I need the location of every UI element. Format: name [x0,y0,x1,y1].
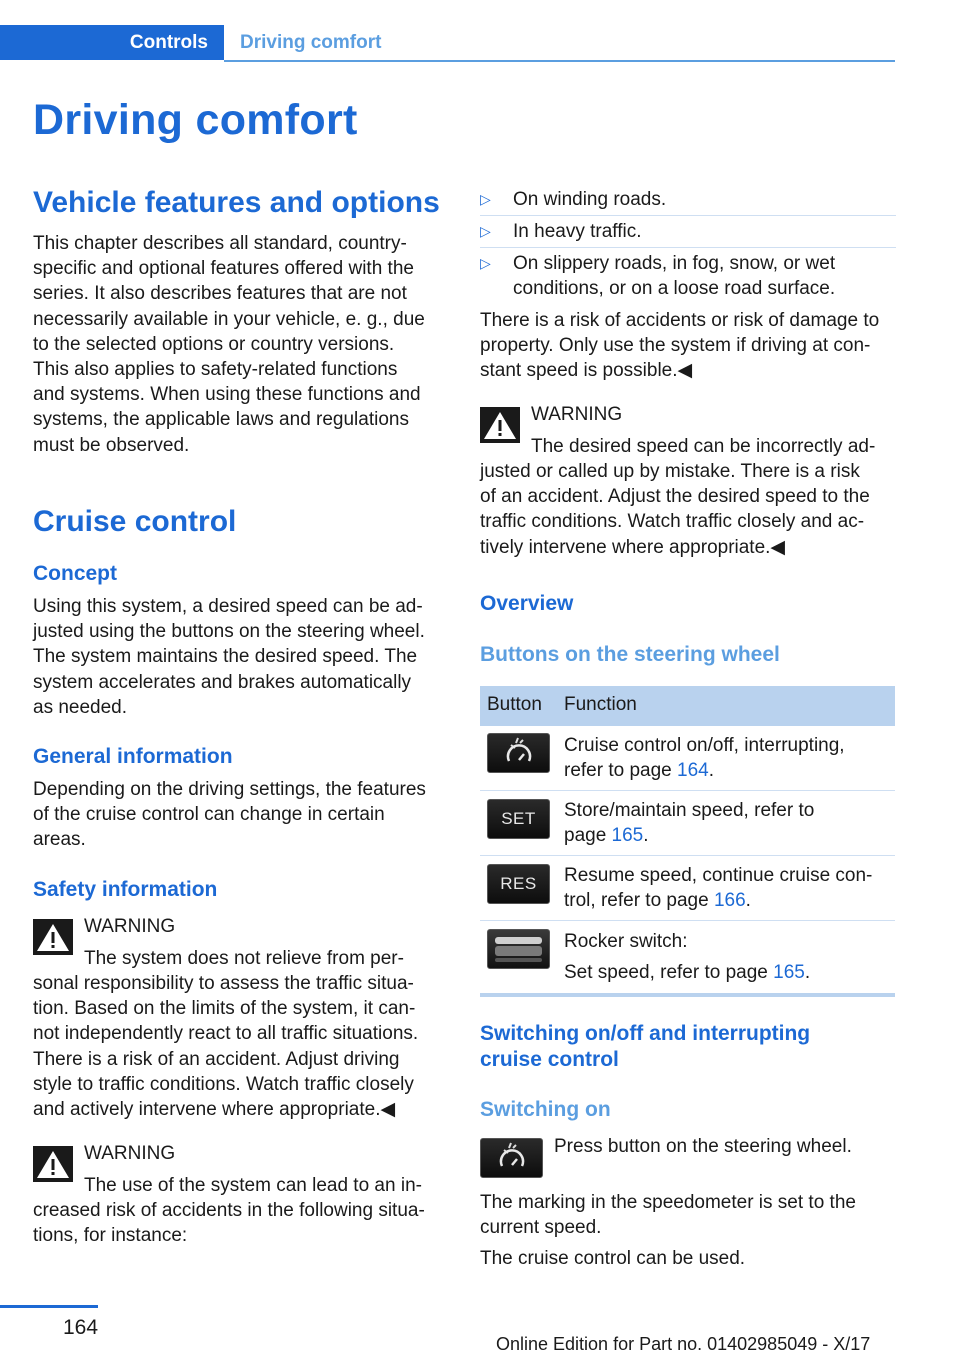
text-line: property. Only use the system if driving at con- [480,335,871,357]
set-button-icon: SET [487,799,550,839]
text-line: There is a risk of an accident. Adjust driving [33,1048,400,1070]
switching-on-heading: Switching on [480,1098,611,1121]
rocker-switch-icon [487,929,550,969]
table-row: Resume speed, continue cruise con- trol, refer to page 166. [564,865,873,912]
page-title: Driving comfort [33,96,358,144]
safety-information-heading: Safety information [33,878,218,901]
cruise-control-icon [487,733,550,773]
vehicle-features-heading: Vehicle features and options [33,186,440,219]
cruise-control-heading: Cruise control [33,505,237,538]
text-line: tions, for instance: [33,1225,188,1247]
marking-text [480,1190,896,1240]
divider [480,247,896,248]
warning-first-line: The desired speed can be incorrectly ad- [531,436,876,457]
edition-text: Online Edition for Part no. 01402985049 - X/17 [496,1334,871,1354]
text-line: of an accident. Adjust the desired speed to the [480,486,870,508]
general-information-text [33,777,448,853]
concept-text [33,594,448,720]
page-number: 164 [63,1316,99,1339]
text-line: style to traffic conditions. Watch traffic closely [33,1073,414,1095]
warning-icon [33,919,73,955]
text-line: must be observed. [33,434,190,456]
buttons-heading: Buttons on the steering wheel [480,643,780,666]
subsection-tab[interactable]: Driving comfort [240,32,382,53]
text-line: not independently react to all traffic situations. [33,1023,419,1045]
text-line: Depending on the driving settings, the features [33,779,426,800]
text-line: tively intervene where appropriate.◀ [480,536,786,558]
warning-text [480,459,896,560]
footer-rule [0,1305,98,1308]
switching-heading [480,1021,896,1073]
text-line: areas. [33,829,86,851]
press-button-text: Press button on the steering wheel. [554,1136,852,1157]
bullet-marker: ▷ [480,255,491,271]
text-line: This also applies to safety-related functions [33,359,398,381]
text-line: as needed. [33,696,128,718]
text-line: tion. Based on the limits of the system, it can- [33,998,416,1020]
general-information-heading: General information [33,745,233,768]
page-header [0,25,895,62]
text-line: sonal responsibility to assess the traffic situa- [33,973,414,994]
text-line: stant speed is possible.◀ [480,360,693,382]
table-row: Rocker switch: Set speed, refer to page 165. [564,931,811,984]
text-line: justed using the buttons on the steering wheel. [33,621,425,643]
divider [480,855,895,856]
text-line: of the cruise control can change in certain [33,804,385,826]
divider [480,790,895,791]
text-line: systems, the applicable laws and regulations [33,409,409,431]
page-link[interactable]: 166 [713,890,746,912]
text-line: and actively intervene where appropriate.◀ [33,1099,396,1121]
overview-heading: Overview [480,592,574,615]
bullet-marker: ▷ [480,223,491,239]
page-link[interactable]: 165 [611,825,644,847]
table-row: Cruise control on/off, interrupting, refer to page 164. [564,735,845,782]
warning-first-line: The use of the system can lead to an in- [84,1175,422,1196]
text-line: Using this system, a desired speed can be ad- [33,596,423,617]
warning-label: WARNING [84,1143,176,1164]
text-line: justed or called up by mistake. There is a risk [480,461,860,482]
warning-icon [33,1146,73,1182]
table-bottom-rule [480,993,895,997]
vehicle-features-text [33,231,448,458]
res-button-icon: RES [487,864,550,904]
column-header-button: Button [487,694,542,715]
can-be-used-text: The cruise control can be used. [480,1248,746,1269]
warning-icon [480,407,520,443]
warning-text [33,971,448,1122]
risk-text [480,308,896,384]
text-line: There is a risk of accidents or risk of damage to [480,310,880,331]
text-line: The marking in the speedometer is set to the [480,1192,856,1213]
concept-heading: Concept [33,562,117,585]
warning-text [33,1198,448,1248]
divider [480,215,896,216]
bullet-marker: ▷ [480,191,491,207]
text-line: The system maintains the desired speed. The [33,646,418,668]
text-line: series. It also describes features that are not [33,283,407,305]
divider [480,920,895,921]
table-header [480,686,895,726]
header-rule [224,60,895,62]
text-line: traffic conditions. Watch traffic closely and ac- [480,511,865,533]
cruise-control-icon [480,1138,543,1178]
text-line: specific and optional features offered with the [33,258,414,280]
text-line: cruise control [480,1048,619,1071]
text-line: current speed. [480,1217,602,1239]
text-line: creased risk of accidents in the following situa- [33,1200,425,1221]
warning-label: WARNING [531,404,623,425]
text-line: to the selected options or country versions. [33,333,395,355]
text-line: and systems. When using these functions and [33,384,421,406]
text-line: necessarily available in your vehicle, e. g., due [33,308,425,330]
table-row: Store/maintain speed, refer to page 165. [564,800,815,847]
warning-label: WARNING [84,916,176,937]
column-header-function: Function [564,694,637,715]
warning-first-line: The system does not relieve from per- [84,948,404,969]
text-line: Switching on/off and interrupting [480,1022,811,1045]
section-tab[interactable]: Controls [0,25,224,60]
page-link[interactable]: 165 [773,962,805,984]
text-line: This chapter describes all standard, country- [33,233,407,254]
text-line: system accelerates and brakes automatically [33,671,412,693]
page-link[interactable]: 164 [677,760,709,782]
